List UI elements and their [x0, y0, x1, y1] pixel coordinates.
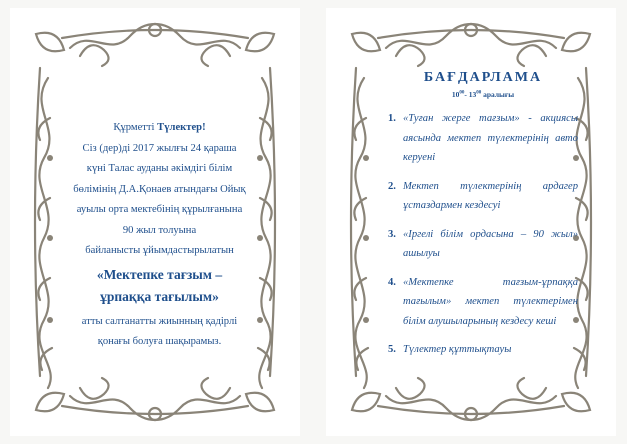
item-number: 4.	[388, 276, 396, 288]
time-start-sup: 00	[459, 90, 465, 96]
body-line: байланысты ұйымдастырылатын	[85, 245, 234, 256]
time-suffix: аралығы	[481, 90, 515, 99]
time-end-sup: 00	[476, 90, 482, 96]
closing-line: қонағы болуға шақырамыз.	[97, 336, 222, 347]
program-list	[388, 109, 578, 360]
invitation-text	[72, 118, 247, 353]
body-line: бөлімінің Д.А.Қонаев атындағы Ойық	[73, 183, 246, 195]
item-number: 2.	[388, 180, 396, 192]
body-line: ауылы орта мектебінің құрылғанына	[76, 204, 243, 215]
program-item	[388, 109, 578, 168]
body-line: 90 жыл толуына	[122, 224, 197, 236]
closing-line: атты салтанатты жиынның қадірлі	[81, 315, 238, 327]
time-start: 10	[451, 90, 460, 99]
item-text: «Туған жерге тағзым» - акциясы аясында мектеп түлектерінің авто керуені	[403, 113, 578, 163]
item-text: «Мектепке тағзым-ұрпаққа тағылым» мектеп түлектерімен білім алушыларының кездесу кеші	[403, 276, 578, 327]
program-content	[388, 70, 578, 369]
item-text: «Іргелі білім ордасына – 90 жыл» ашылуы	[403, 228, 578, 259]
item-number: 3.	[388, 228, 396, 240]
event-title	[72, 264, 247, 308]
greeting	[72, 118, 247, 139]
item-number: 1.	[388, 113, 396, 124]
event-title-line: ұрпаққа тағылым»	[100, 288, 219, 304]
program-item	[388, 225, 578, 264]
program-item	[388, 273, 578, 332]
program-page	[326, 8, 616, 436]
program-item	[388, 177, 578, 216]
greeting-bold: Түлектер!	[157, 122, 206, 133]
item-text: Мектеп түлектерінің ардагер ұстаздармен кездесуі	[403, 180, 578, 211]
time-separator: -	[464, 90, 469, 99]
program-time	[388, 90, 578, 99]
body-line: күні Талас ауданы әкімдігі білім	[86, 163, 233, 174]
item-text: Түлектер құттықтауы	[403, 344, 512, 355]
time-end: 13	[468, 90, 477, 99]
program-item	[388, 340, 578, 360]
greeting-prefix: Құрметті	[113, 122, 155, 133]
item-number: 5.	[388, 344, 396, 355]
program-title: БАҒДАРЛАМА	[423, 70, 543, 85]
invitation-page	[10, 8, 300, 436]
event-title-line: «Мектепке тағзым –	[96, 266, 223, 282]
body-line: Сіз (дер)ді 2017 жылғы 24 қараша	[82, 142, 237, 154]
